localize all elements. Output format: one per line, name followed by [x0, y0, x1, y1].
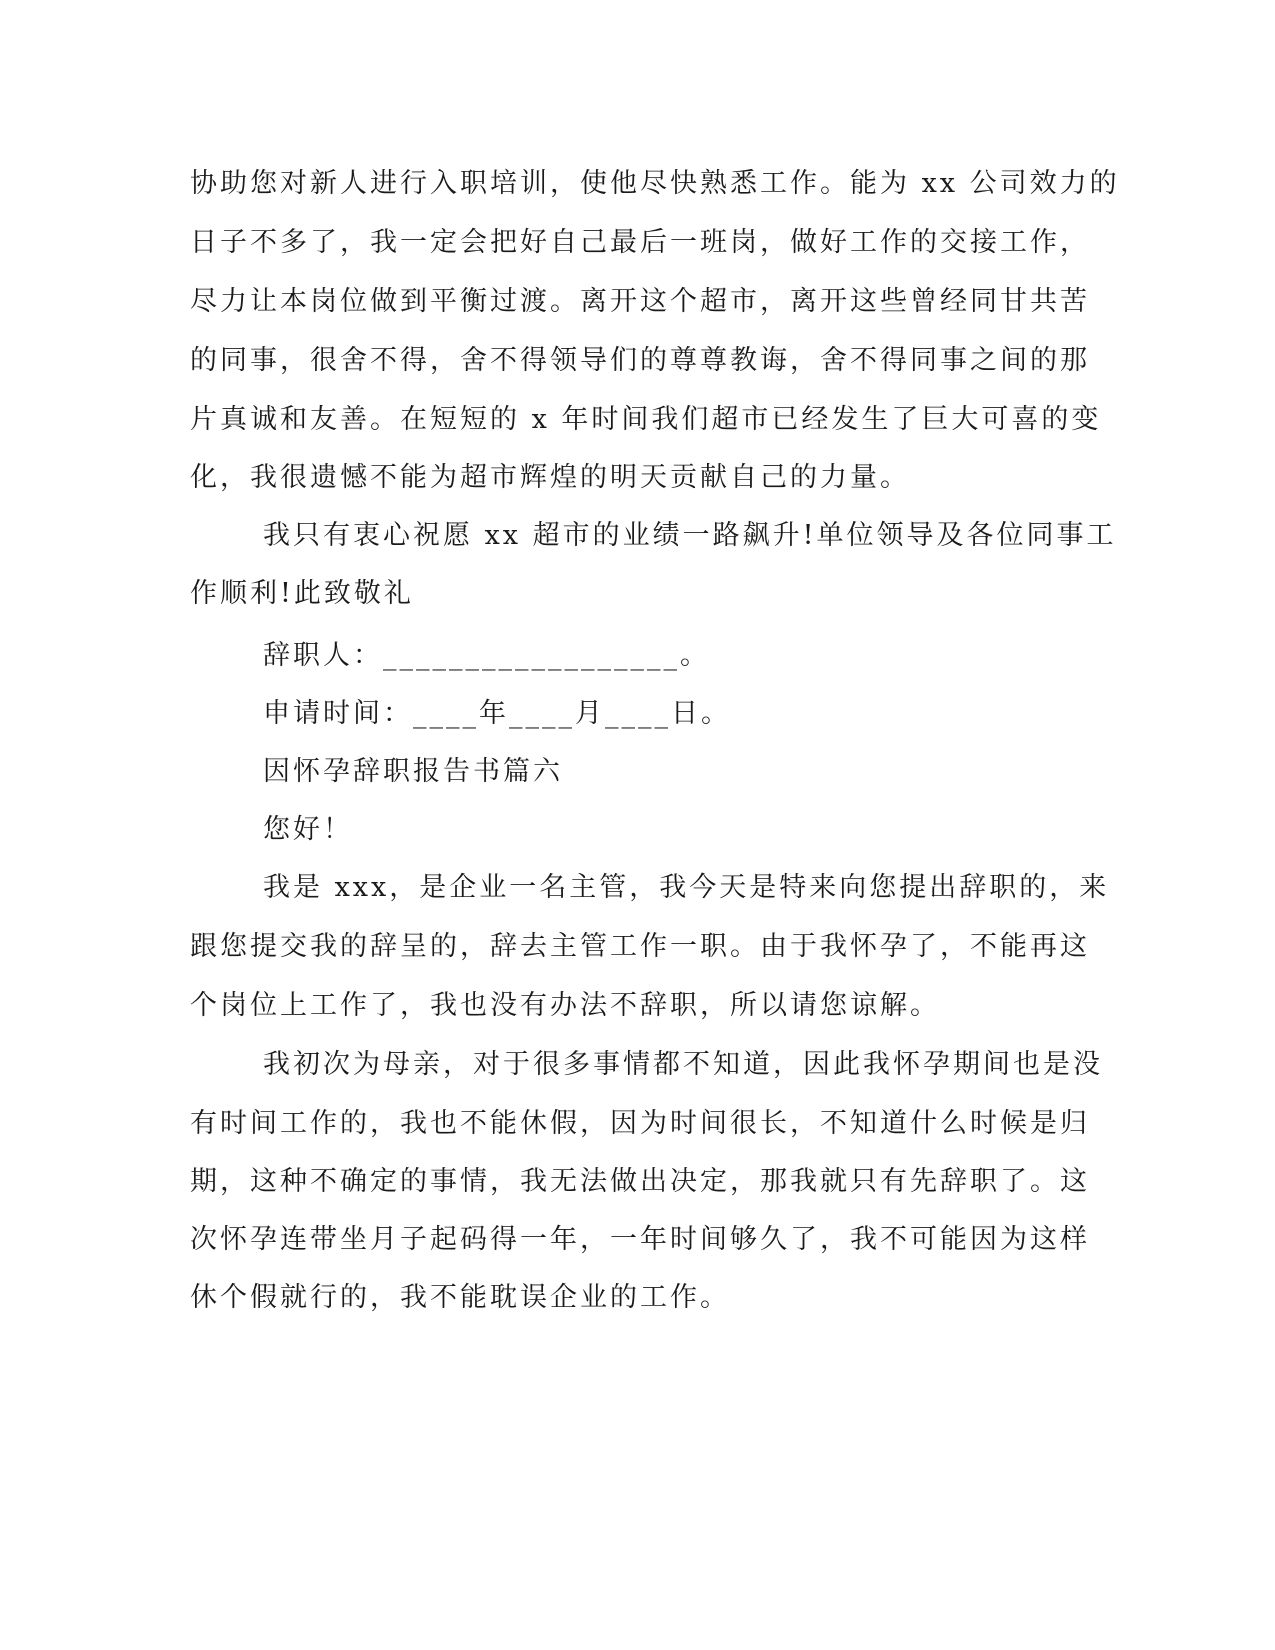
text-line: 休个假就行的，我不能耽误企业的工作。 [190, 1282, 730, 1313]
application-date-line: 申请时间：____年____月____日。 [263, 698, 731, 729]
text-line: 我初次为母亲，对于很多事情都不知道，因此我怀孕期间也是没 [263, 1049, 1103, 1080]
text-line: 协助您对新人进行入职培训，使他尽快熟悉工作。能为 xx 公司效力的 [190, 168, 1120, 199]
text-line: 期，这种不确定的事情，我无法做出决定，那我就只有先辞职了。这 [190, 1166, 1090, 1197]
text-line: 次怀孕连带坐月子起码得一年，一年时间够久了，我不可能因为这样 [190, 1224, 1090, 1255]
text-line: 我只有衷心祝愿 xx 超市的业绩一路飙升!单位领导及各位同事工 [263, 520, 1117, 551]
text-line: 跟您提交我的辞呈的，辞去主管工作一职。由于我怀孕了，不能再这 [190, 931, 1090, 962]
greeting: 您好！ [263, 814, 353, 845]
text-line: 日子不多了，我一定会把好自己最后一班岗，做好工作的交接工作， [190, 227, 1090, 258]
text-line: 的同事，很舍不得，舍不得领导们的尊尊教诲，舍不得同事之间的那 [190, 345, 1090, 376]
text-line: 尽力让本岗位做到平衡过渡。离开这个超市，离开这些曾经同甘共苦 [190, 286, 1090, 317]
text-line: 化，我很遗憾不能为超市辉煌的明天贡献自己的力量。 [190, 462, 910, 493]
text-line: 片真诚和友善。在短短的 x 年时间我们超市已经发生了巨大可喜的变 [190, 404, 1102, 435]
section-title: 因怀孕辞职报告书篇六 [263, 756, 563, 787]
text-line: 有时间工作的，我也不能休假，因为时间很长，不知道什么时候是归 [190, 1108, 1090, 1139]
text-line: 我是 xxx，是企业一名主管，我今天是特来向您提出辞职的，来 [263, 872, 1110, 903]
resigner-signature-line: 辞职人：__________________。 [263, 640, 710, 671]
text-line: 个岗位上工作了，我也没有办法不辞职，所以请您谅解。 [190, 990, 940, 1021]
text-line: 作顺利!此致敬礼 [190, 578, 414, 609]
